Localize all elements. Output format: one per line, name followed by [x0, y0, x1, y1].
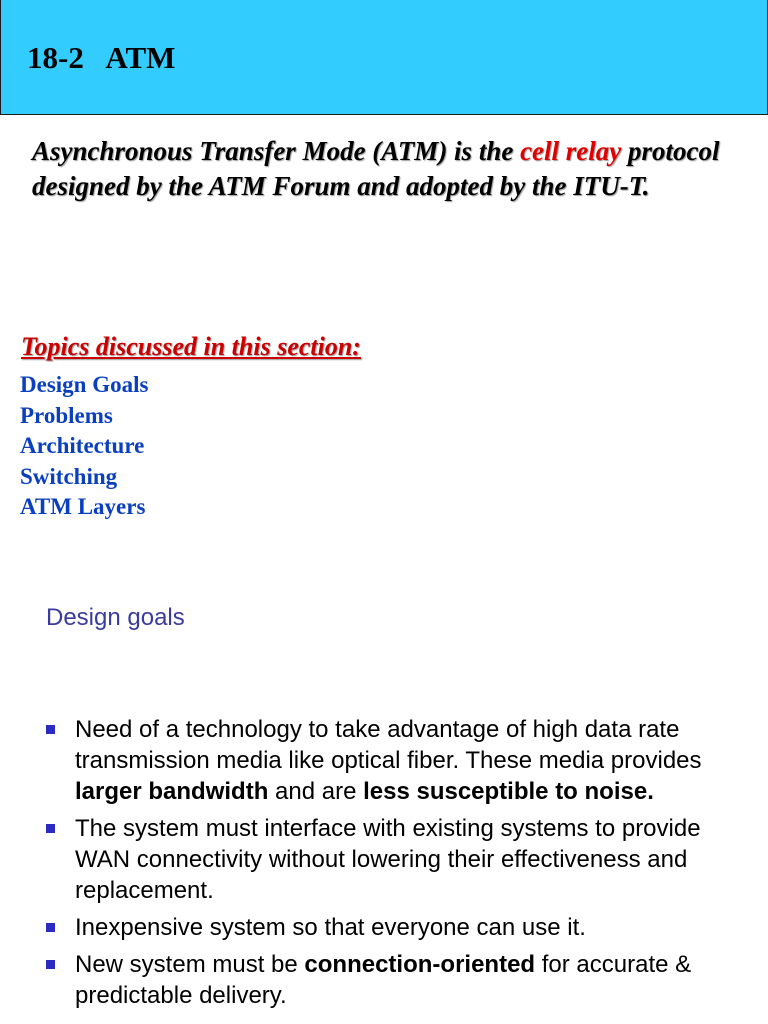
- bullet-text: Inexpensive system so that everyone can use it.: [75, 914, 586, 941]
- design-goals-list: [46, 714, 746, 1017]
- bullet-item: [46, 912, 746, 943]
- bullet-bold-text: connection-oriented: [304, 951, 536, 978]
- bullet-text: The system must interface with existing systems to provide WAN connectivity without lowering their effectiveness and replacement.: [75, 815, 701, 904]
- bullet-text: Need of a technology to take advantage of high data rate transmission media like optical fiber. These media provides: [75, 716, 702, 774]
- bullet-item: [46, 949, 746, 1011]
- bullet-text: for accurate & predictable delivery.: [75, 951, 692, 1009]
- title-bar: [0, 0, 768, 115]
- bullet-text: New system must be: [75, 951, 305, 978]
- topic-item-design-goals: Design Goals: [20, 372, 149, 397]
- slide-title: 18-2 ATM: [27, 40, 176, 75]
- intro-highlight: cell relay: [520, 136, 622, 166]
- intro-paragraph: [32, 134, 722, 204]
- bullet-item: [46, 714, 746, 807]
- square-bullet-icon: [46, 824, 55, 833]
- topics-list: [20, 370, 148, 523]
- topic-item-architecture: Architecture: [20, 433, 145, 458]
- topic-item-problems: Problems: [20, 402, 113, 428]
- topics-heading: Topics discussed in this section:: [21, 332, 361, 361]
- bullet-bold-text: larger bandwidth: [75, 778, 269, 805]
- topic-item-switching: Switching: [20, 463, 118, 489]
- square-bullet-icon: [46, 725, 55, 734]
- square-bullet-icon: [46, 960, 55, 969]
- design-goals-heading: Design goals: [46, 604, 185, 631]
- bullet-text: and are: [268, 778, 364, 805]
- topic-item-atm-layers: ATM Layers: [20, 494, 146, 519]
- square-bullet-icon: [46, 923, 55, 932]
- intro-text-1: Asynchronous Transfer Mode (ATM) is the: [32, 136, 521, 166]
- bullet-bold-text: less susceptible to noise.: [363, 778, 654, 805]
- intro-text-2: protocol designed by the ATM Forum and adopted by the ITU-T.: [32, 136, 720, 201]
- bullet-item: [46, 813, 746, 906]
